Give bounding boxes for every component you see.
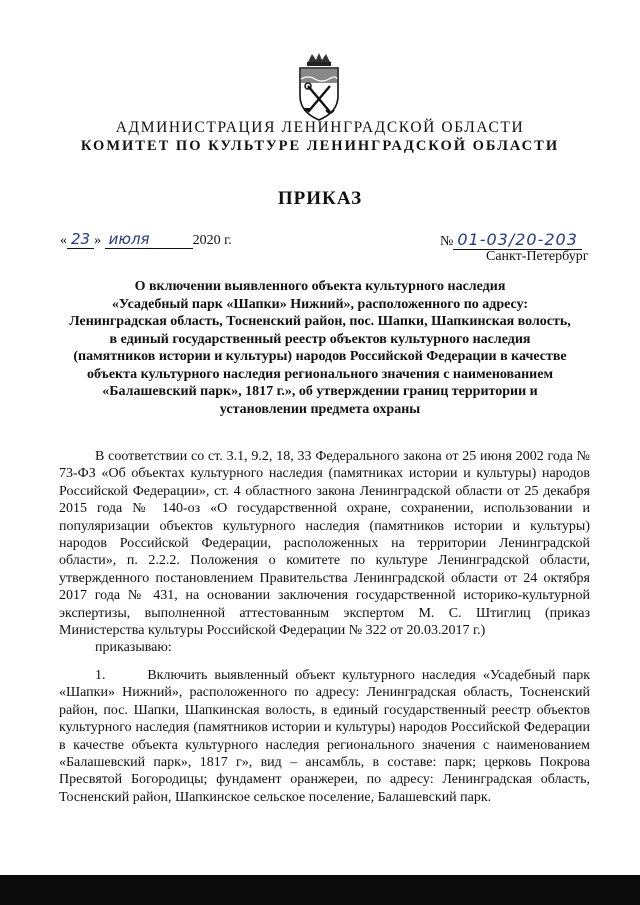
- preamble-paragraph: В соответствии со ст. 3.1, 9.2, 18, 33 Федерального закона от 25 июня 2002 года № 73-ФЗ «Об объектах культурного наследия (памятниках истории и культуры) народов Российской Федерации», ст. 4 областного закона Ленинградской области от 25 декабря 2015 года № 140-оз «О государственной охране, сохранении, использовании и популяризации объектов культурного наследия (памятников истории и культуры) народов Российской Федерации, расположенных на территории Ленинградской области», п. 2.2.2. Положения о комитете по культуре Ленинградской области, утвержденного постановлением Правительства Ленинградской области от 24 октября 2017 года № 431, на основании заключения государственной историко-культурной экспертизы, выполненной аттестованным экспертом М. С. Штиглиц (приказ Министерства культуры Российской Федерации № 322 от 20.03.2017 г.): [59, 449, 590, 639]
- heading-line: Ленинградская область, Тосненский район, пос. Шапки, Шапкинская волость,: [69, 314, 571, 329]
- order-body: [59, 448, 590, 806]
- coat-of-arms-icon: [296, 52, 342, 122]
- heading-line: объекта культурного наследия регионального значения с наименованием: [87, 366, 553, 382]
- administration-name: АДМИНИСТРАЦИЯ ЛЕНИНГРАДСКОЙ ОБЛАСТИ: [115, 119, 525, 136]
- heading-line: (памятников истории и культуры) народов Российской Федерации в качестве: [73, 349, 567, 364]
- heading-line: «Усадебный парк «Шапки» Нижний», расположенного по адресу:: [111, 296, 529, 312]
- document-title: ПРИКАЗ: [277, 188, 363, 209]
- order-item-1: 1. Включить выявленный объект культурного наследия «Усадебный парк «Шапки» Нижний», расположенного по адресу: Ленинградская область, Тосненский район, пос. Шапки, Шапкинская волость, в единый государственный реестр объектов культурного наследия (памятников истории и культуры) народов Российской Федерации в качестве объекта культурного наследия регионального значения с наименованием «Балашевский парк», 1817 г», вид – ансамбль, в составе: парк; церковь Покрова Пресвятой Богородицы; фундамент оранжереи, по адресу: Ленинградская область, Тосненский район, Шапкинское сельское поселение, Балашевский парк.: [59, 667, 590, 805]
- heading-line: О включении выявленного объекта культурного наследия: [134, 279, 506, 294]
- heading-line: в единый государственный реестр объектов культурного наследия: [109, 331, 531, 347]
- heading-line: «Балашевский парк», 1817 г.», об утверждении границ территории и: [102, 384, 538, 399]
- city: Санкт-Петербург: [486, 249, 589, 264]
- order-word: приказываю:: [95, 640, 172, 656]
- order-date: [60, 230, 232, 249]
- date-day-handwritten: 23: [67, 230, 94, 249]
- date-year: 2020 г.: [192, 233, 232, 248]
- number-prefix: №: [440, 234, 454, 249]
- order-number: [440, 230, 582, 250]
- heading-line: установлении предмета охраны: [219, 401, 421, 417]
- date-quote-open: «: [60, 233, 67, 248]
- date-month-handwritten: июля: [105, 230, 193, 249]
- date-quote-close: »: [94, 233, 102, 248]
- number-value-handwritten: 01-03/20-203: [453, 230, 582, 250]
- order-heading: [50, 278, 590, 418]
- scan-bottom-edge: [0, 875, 640, 905]
- committee-name: КОМИТЕТ ПО КУЛЬТУРЕ ЛЕНИНГРАДСКОЙ ОБЛАСТИ: [80, 138, 560, 154]
